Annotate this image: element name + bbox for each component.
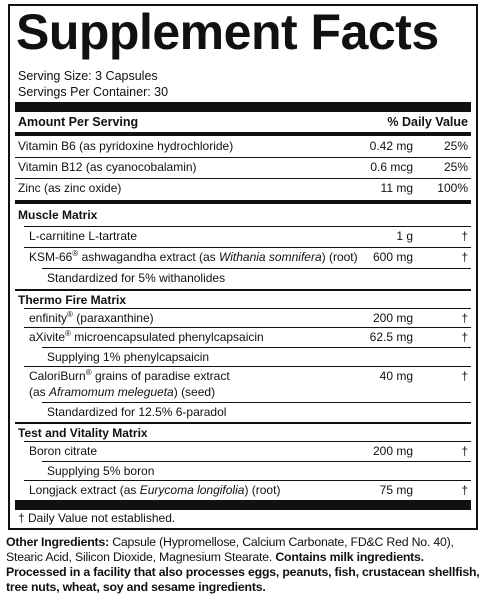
ingredient-note: Standardized for 12.5% 6-paradol (47, 405, 227, 419)
ingredient-amount: 600 mg (372, 250, 413, 264)
section-title: Test and Vitality Matrix (18, 426, 148, 440)
nutrient-name: Zinc (as zinc oxide) (18, 181, 122, 195)
row-divider (24, 480, 471, 481)
row-divider (42, 461, 471, 462)
ingredient-amount: 75 mg (379, 483, 413, 497)
row-divider (24, 308, 471, 309)
allergen-statement: Contains milk ingredients. Processed in a facility that also processes eggs, peanuts, fish, crustacean shellfish, tree nuts, wheat, soy and sesame ingredients. (6, 550, 480, 594)
medium-divider (15, 200, 471, 204)
ingredient-amount: 1 g (396, 229, 413, 243)
thick-divider (15, 102, 471, 112)
ingredient-dv: † (461, 229, 468, 243)
section-title: Muscle Matrix (18, 208, 98, 222)
nutrient-dv: 100% (437, 181, 468, 195)
servings-per-container: Servings Per Container: 30 (18, 85, 169, 99)
ingredient-note: Supplying 1% phenylcapsaicin (47, 350, 210, 364)
row-divider (15, 157, 471, 158)
section-divider (15, 422, 471, 424)
ingredient-name: KSM-66® ashwagandha extract (as Withania somnifera) (root) (29, 249, 358, 264)
ingredient-name: CaloriBurn® grains of paradise extract (as Aframomum melegueta) (seed) (29, 368, 230, 399)
ingredient-amount: 200 mg (372, 311, 413, 325)
serving-size: Serving Size: 3 Capsules (18, 69, 158, 83)
supplement-facts-panel (8, 4, 478, 530)
nutrient-amount: 0.42 mg (369, 139, 413, 153)
nutrient-amount: 0.6 mcg (370, 160, 413, 174)
ingredient-dv: † (461, 369, 468, 383)
row-divider (24, 247, 471, 248)
panel-title: Supplement Facts (16, 4, 439, 60)
row-divider (42, 268, 471, 269)
other-ingredients (6, 535, 482, 595)
ingredient-dv: † (461, 444, 468, 458)
ingredient-note: Standardized for 5% withanolides (47, 271, 226, 285)
nutrient-dv: 25% (443, 160, 468, 174)
ingredient-amount: 200 mg (372, 444, 413, 458)
ingredient-amount: 62.5 mg (369, 330, 413, 344)
nutrient-amount: 11 mg (380, 181, 413, 195)
ingredient-note: Supplying 5% boron (47, 464, 155, 478)
ingredient-name: aXivite® microencapsulated phenylcapsaicin (29, 329, 264, 344)
ingredient-name: Longjack extract (as Eurycoma longifolia) (root) (29, 483, 281, 497)
ingredient-name: Boron citrate (29, 444, 98, 458)
amount-per-serving-header: Amount Per Serving (18, 115, 139, 129)
ingredient-amount: 40 mg (379, 369, 413, 383)
section-divider (15, 289, 471, 291)
ingredient-name: enfinity® (paraxanthine) (29, 310, 154, 325)
daily-value-header: % Daily Value (387, 115, 468, 129)
row-divider (24, 226, 471, 227)
row-divider (24, 327, 471, 328)
thick-divider (15, 500, 471, 510)
nutrient-name: Vitamin B6 (as pyridoxine hydrochloride) (18, 139, 234, 153)
ingredient-dv: † (461, 483, 468, 497)
ingredient-dv: † (461, 311, 468, 325)
nutrient-dv: 25% (443, 139, 468, 153)
section-title: Thermo Fire Matrix (18, 293, 127, 307)
other-ingredients-label: Other Ingredients: (6, 535, 109, 549)
row-divider (42, 347, 471, 348)
row-divider (42, 402, 471, 403)
ingredient-row (15, 368, 471, 400)
row-divider (15, 178, 471, 179)
other-ingredients-text: Capsule (Hypromellose, Calcium Carbonate, FD&C Red No. 40), Stearic Acid, Silicon Dioxide, Magnesium Stearate. (6, 535, 454, 564)
nutrient-name: Vitamin B12 (as cyanocobalamin) (18, 160, 197, 174)
ingredient-dv: † (461, 250, 468, 264)
daily-value-footnote: † Daily Value not established. (18, 511, 176, 525)
ingredient-dv: † (461, 330, 468, 344)
medium-divider (15, 132, 471, 136)
row-divider (24, 366, 471, 367)
ingredient-name: L-carnitine L-tartrate (29, 229, 138, 243)
row-divider (24, 441, 471, 442)
